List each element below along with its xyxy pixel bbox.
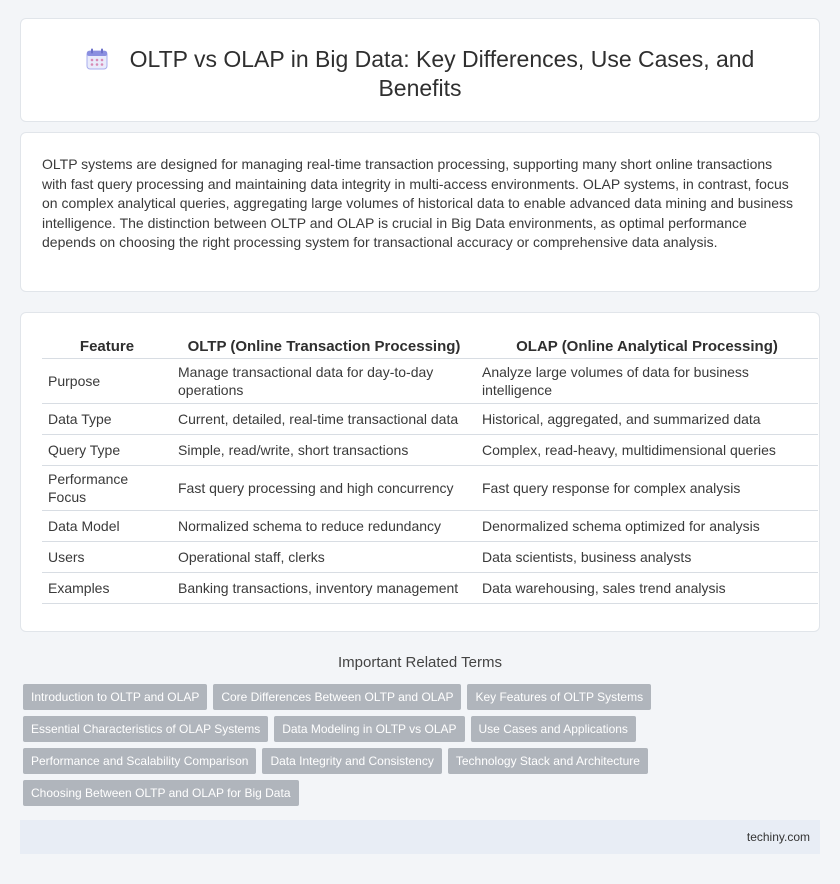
page-title-wrap: [21, 45, 819, 103]
tag-link[interactable]: Essential Characteristics of OLAP Systems: [23, 716, 268, 742]
table-row: [42, 465, 818, 510]
table-row: [42, 510, 818, 541]
tag-link[interactable]: Technology Stack and Architecture: [448, 748, 648, 774]
header-olap: OLAP (Online Analytical Processing): [476, 334, 818, 358]
table-row: [42, 403, 818, 434]
related-terms-title: Important Related Terms: [338, 654, 502, 671]
cell-olap: Complex, read-heavy, multidimensional queries: [476, 434, 818, 465]
tag-row: [23, 684, 823, 710]
cell-feature: Query Type: [42, 434, 172, 465]
cell-oltp: Operational staff, clerks: [172, 541, 476, 572]
cell-olap: Denormalized schema optimized for analysis: [476, 510, 818, 541]
cell-oltp: Fast query processing and high concurrency: [172, 465, 476, 510]
cell-feature: Purpose: [42, 358, 172, 403]
cell-feature: Data Type: [42, 403, 172, 434]
tag-row: [23, 748, 823, 774]
related-terms-tags: [23, 684, 823, 812]
tag-link[interactable]: Choosing Between OLTP and OLAP for Big Data: [23, 780, 299, 806]
tag-link[interactable]: Introduction to OLTP and OLAP: [23, 684, 207, 710]
tag-link[interactable]: Data Integrity and Consistency: [262, 748, 441, 774]
cell-oltp: Current, detailed, real-time transactional data: [172, 403, 476, 434]
footer: [20, 820, 820, 854]
cell-olap: Fast query response for complex analysis: [476, 465, 818, 510]
page-title: OLTP vs OLAP in Big Data: Key Differences, Use Cases, and Benefits: [129, 46, 755, 101]
cell-olap: Analyze large volumes of data for business intelligence: [476, 358, 818, 403]
table-header-row: [42, 334, 818, 358]
tag-link[interactable]: Use Cases and Applications: [471, 716, 636, 742]
tag-row: [23, 716, 823, 742]
cell-feature: Users: [42, 541, 172, 572]
cell-feature: Data Model: [42, 510, 172, 541]
cell-olap: Data scientists, business analysts: [476, 541, 818, 572]
footer-site: techiny.com: [746, 830, 810, 844]
table-row: [42, 434, 818, 465]
tag-link[interactable]: Data Modeling in OLTP vs OLAP: [274, 716, 464, 742]
tag-link[interactable]: Key Features of OLTP Systems: [467, 684, 651, 710]
cell-oltp: Banking transactions, inventory management: [172, 572, 476, 603]
cell-oltp: Simple, read/write, short transactions: [172, 434, 476, 465]
table-row: [42, 572, 818, 603]
table-row: [42, 358, 818, 403]
table-row: [42, 541, 818, 572]
cell-olap: Data warehousing, sales trend analysis: [476, 572, 818, 603]
header-card: [20, 18, 820, 122]
calendar-icon: [86, 48, 108, 70]
cell-oltp: Manage transactional data for day-to-day operations: [172, 358, 476, 403]
header-oltp: OLTP (Online Transaction Processing): [172, 334, 476, 358]
intro-paragraph: OLTP systems are designed for managing real-time transaction processing, supporting many short online transactions with fast query processing and maintaining data integrity in multi-access environments. OLAP systems, in contrast, focus on complex analytical queries, aggregating large volumes of historical data to enable advanced data mining and business intelligence. The distinction between OLTP and OLAP is crucial in Big Data environments, as optimal performance depends on choosing the right processing system for transactional accuracy or comprehensive data analysis.: [42, 156, 794, 250]
comparison-table-card: [20, 312, 820, 632]
cell-olap: Historical, aggregated, and summarized data: [476, 403, 818, 434]
cell-feature: Examples: [42, 572, 172, 603]
tag-link[interactable]: Performance and Scalability Comparison: [23, 748, 256, 774]
intro-card: [20, 132, 820, 292]
tag-row: [23, 780, 823, 806]
comparison-table: [42, 334, 818, 604]
header-feature: Feature: [42, 334, 172, 358]
tag-link[interactable]: Core Differences Between OLTP and OLAP: [213, 684, 461, 710]
cell-feature: Performance Focus: [42, 465, 172, 510]
cell-oltp: Normalized schema to reduce redundancy: [172, 510, 476, 541]
